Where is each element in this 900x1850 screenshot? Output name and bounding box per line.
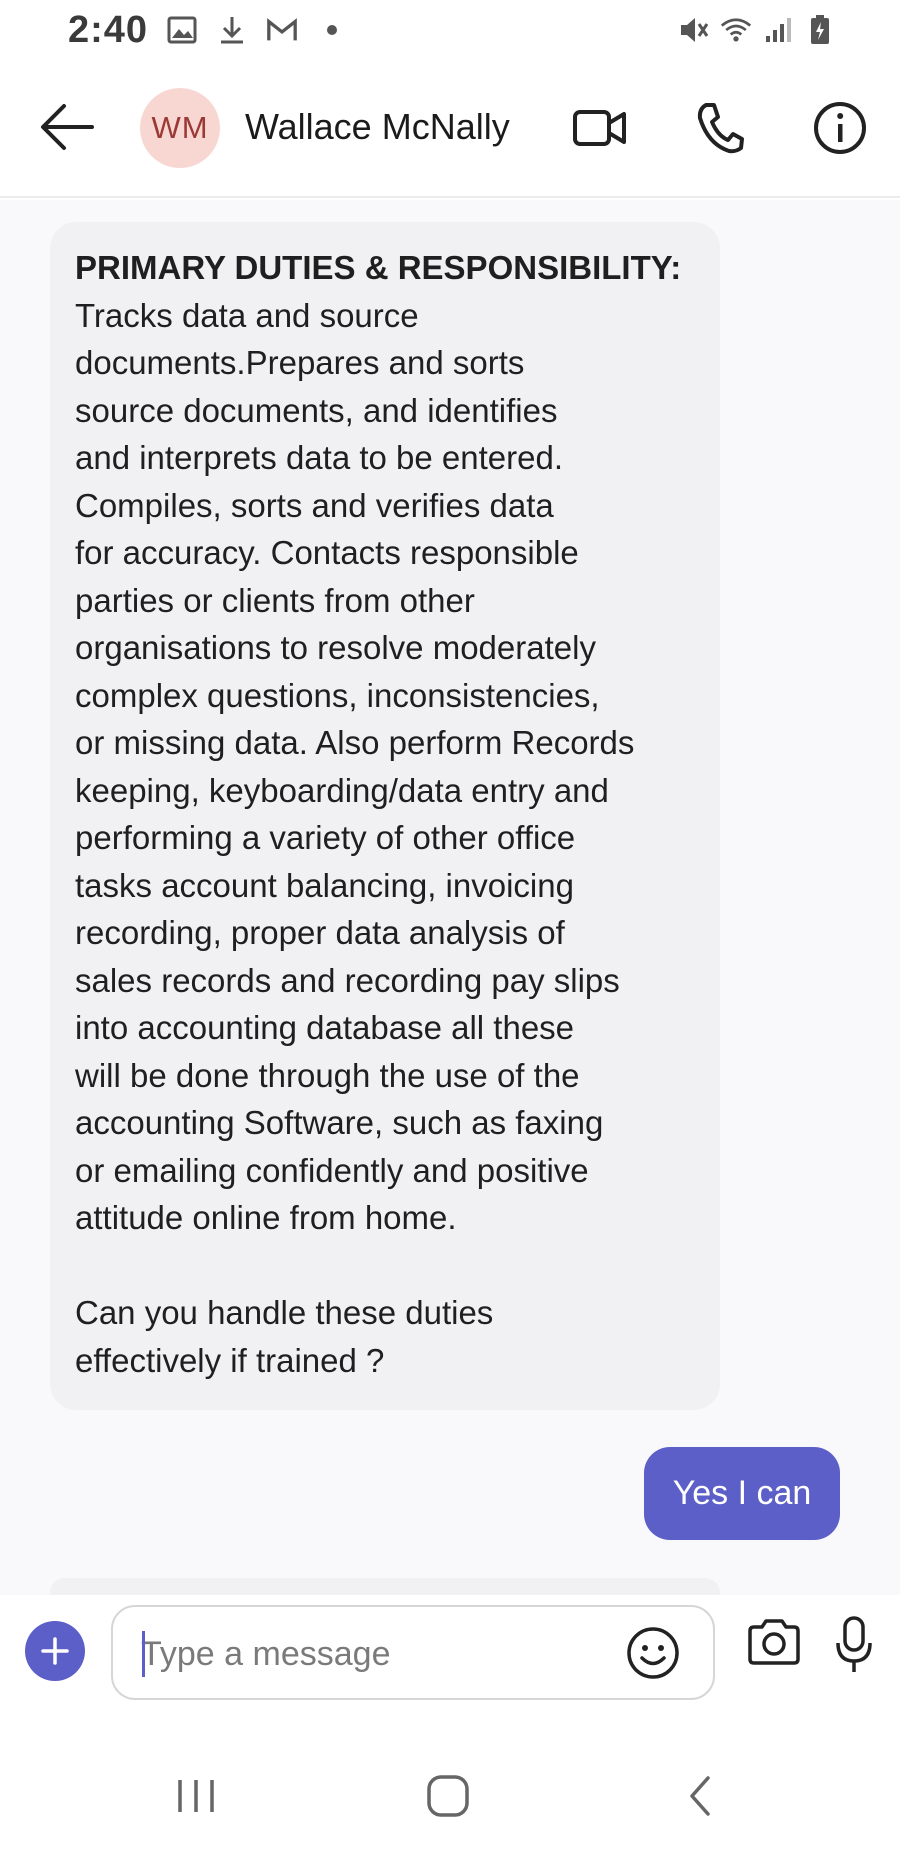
status-left [68, 9, 348, 52]
status-right [678, 14, 836, 46]
system-nav-bar [0, 1740, 900, 1850]
gmail-icon [266, 14, 298, 46]
info-icon [813, 101, 867, 155]
recent-apps-icon [172, 1772, 220, 1820]
notification-dot-icon [316, 14, 348, 46]
gallery-icon [166, 14, 198, 46]
phone-call-button[interactable] [692, 100, 748, 156]
emoji-button[interactable] [625, 1625, 681, 1681]
info-button[interactable] [812, 100, 868, 156]
status-time: 2:40 [68, 8, 149, 51]
plus-icon [40, 1636, 70, 1666]
system-back-button[interactable] [682, 1772, 718, 1820]
recent-apps-button[interactable] [172, 1772, 220, 1820]
camera-button[interactable] [746, 1617, 802, 1673]
phone-icon [696, 102, 744, 154]
battery-icon [804, 14, 836, 46]
microphone-icon [834, 1615, 874, 1675]
home-icon [424, 1772, 472, 1820]
emoji-icon [625, 1625, 681, 1681]
download-icon [216, 14, 248, 46]
home-button[interactable] [424, 1772, 472, 1820]
avatar[interactable]: WM [140, 88, 220, 168]
back-button[interactable] [36, 96, 98, 158]
status-bar [0, 0, 900, 60]
message-input-box[interactable] [111, 1605, 715, 1700]
message-body: Tracks data and source documents.Prepares and sorts source documents, and identifies and interprets data to be entered. Compiles, sorts and verifies data for accuracy. Contacts responsible parties or clients from other organisations to resolve moderately complex questions, inconsistencies, or missing data. Also perform Records keeping, keyboarding/data entry and performing a variety of other office tasks account balancing, invoicing recording, proper data analysis of sales records and recording pay slips into accounting database all these will be done through the use of the accounting Software, such as faxing or emailing confidently and positive attitude online from home. Can you handle these duties effectively if trained ? [75, 296, 635, 1379]
video-call-button[interactable] [572, 100, 628, 156]
wifi-icon [720, 14, 752, 46]
outgoing-message-bubble[interactable]: Yes I can [644, 1447, 840, 1540]
mute-icon [678, 14, 710, 46]
video-call-icon [572, 106, 628, 150]
message-list[interactable] [0, 200, 900, 1595]
message-heading: PRIMARY DUTIES & RESPONSIBILITY: [75, 249, 682, 286]
compose-bar [0, 1595, 900, 1705]
signal-icon [762, 14, 794, 46]
microphone-button[interactable] [834, 1615, 880, 1675]
system-back-icon [682, 1772, 718, 1820]
camera-icon [746, 1617, 802, 1667]
partial-message-bubble [50, 1578, 720, 1595]
message-input[interactable] [141, 1627, 611, 1681]
incoming-message-bubble[interactable] [50, 222, 720, 1410]
chat-header [0, 60, 900, 198]
back-arrow-icon [36, 96, 98, 158]
text-cursor [142, 1631, 145, 1677]
add-attachment-button[interactable] [25, 1621, 85, 1681]
contact-name[interactable]: Wallace McNally [245, 106, 510, 147]
